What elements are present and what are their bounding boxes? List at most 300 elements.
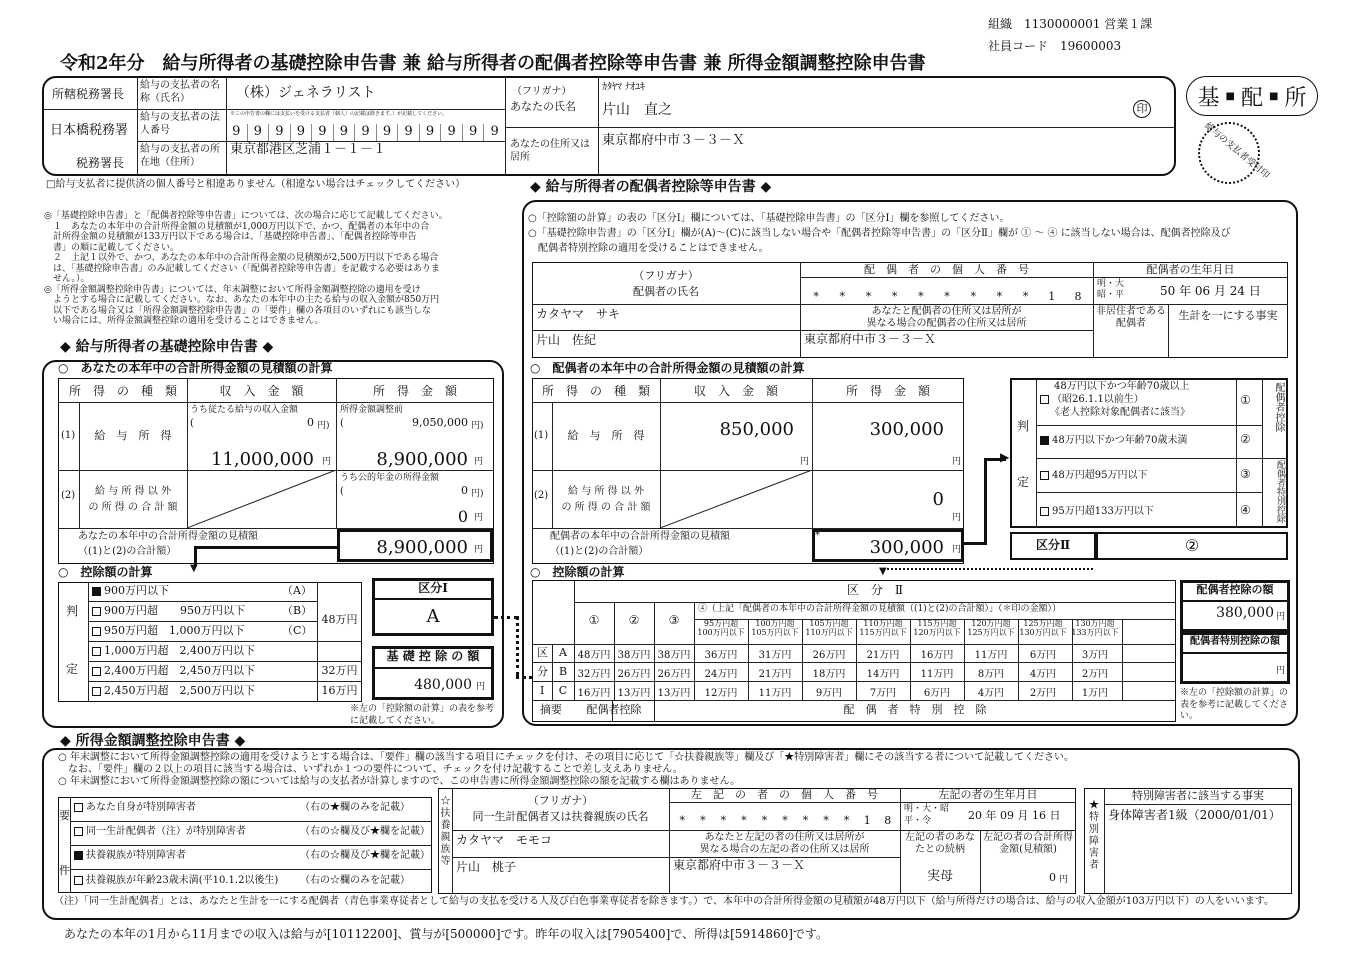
basic-judge-row-2[interactable] [92, 605, 245, 618]
basic-col-type: 所 得 の 種 類 [68, 384, 177, 398]
payer-number-digit: 9 [355, 124, 377, 141]
checkbox-icon[interactable] [74, 876, 83, 885]
table-cell: 9万円 [815, 688, 843, 699]
spouse-section-title: ◆ 給与所得者の配偶者控除等申告書 ◆ [530, 179, 772, 195]
seal-mark: 印 [1133, 100, 1151, 118]
tax-office-name: 日本橋税務署 [50, 123, 129, 138]
summary-label: 摘要 [540, 703, 562, 716]
table-cell: 6万円 [1029, 650, 1057, 661]
spouse-kana: カタヤマ サキ [536, 307, 621, 321]
sub-head: 105万円超 110万円以下 [805, 619, 853, 637]
judge-arrow [964, 542, 986, 545]
col-head-1: ① [588, 613, 600, 627]
spouse-row2-label2: の 所 得 の 合 計 額 [561, 502, 651, 513]
amount-32: 32万円 [321, 664, 358, 677]
basic-arrow-line [194, 546, 340, 566]
note-line: い場合には、所得金額調整控除の適用を受けることはできません。 [44, 316, 324, 327]
spouse-birth: 50 年 06 月 24 日 [1160, 284, 1261, 298]
spouse-deduct-title: ○ 控除額の計算 [530, 565, 625, 579]
income-summary: あなたの本年の1月から11月までの収入は給与が[10112200]、賞与が[500000]です。昨年の収入は[7905400]で、所得は[5914860]です。 [64, 927, 828, 941]
spouse-row2-label1: 給 与 所 得 以 外 [568, 486, 644, 497]
row-label-a: A [559, 646, 567, 659]
kubun-connector [516, 616, 519, 676]
basic-row1-no: (1) [61, 430, 76, 441]
spouse-note-3: 配偶者特別控除の適用を受けることはできません。 [528, 243, 769, 254]
table-cell: 18万円 [812, 669, 846, 680]
disability-value: 身体障害者1級（2000/01/01） [1108, 808, 1281, 822]
mynumber-digit: * [700, 814, 706, 827]
checkbox-icon[interactable] [92, 587, 101, 596]
nonresident-label: 非居住者である配偶者 [1096, 306, 1166, 329]
table-cell: 11万円 [974, 650, 1008, 661]
note-line: ようとする場合に記載してください。なお、あなたの本年中の主たる給与の収入金額が850万円 [44, 295, 440, 306]
col-head-3: ③ [668, 613, 680, 627]
col-head-2: ② [628, 613, 640, 627]
income-value: 0 [1049, 871, 1056, 884]
range-mark: （B） [282, 604, 313, 617]
table-cell: 26万円 [617, 669, 651, 680]
table-row [574, 665, 1176, 680]
table-cell: 12万円 [704, 688, 738, 699]
basic-judge-row-5[interactable] [92, 665, 255, 678]
note-line: １ あなたの本年中の合計所得金額の見積額が1,000万円以下で、かつ、配偶者の本年中の合 [44, 221, 430, 232]
judge-text: 《老人控除対象配偶者に該当》 [1050, 407, 1190, 418]
yen-unit: 円 [474, 513, 484, 523]
spouse-row2-amount: 0 [932, 489, 944, 510]
checkbox-icon[interactable] [92, 667, 101, 676]
dependent-address: 東京都府中市３－３－Ｘ [673, 858, 806, 872]
yen-unit: 円 [474, 457, 484, 467]
requirement-row-4[interactable] [74, 875, 278, 887]
basic-section-title: ◆ 給与所得者の基礎控除申告書 ◆ [60, 339, 274, 355]
mynumber-digit: * [761, 814, 768, 827]
payer-number-digit: 9 [441, 124, 463, 141]
mynumber-digit: * [843, 814, 850, 827]
sub-head: 130万円超 133万円以下 [1071, 619, 1119, 637]
spouse-name: 片山 佐紀 [536, 333, 597, 347]
spouse-diagonal [660, 470, 813, 528]
spouse-judge-row-3[interactable] [1040, 470, 1147, 482]
dependents-side-label: ☆扶養親族等 [440, 796, 451, 867]
sub-head: 125万円超 130万円以下 [1019, 619, 1067, 637]
table-cell: 21万円 [866, 650, 900, 661]
employee-address-label: あなたの住所又は居所 [510, 139, 590, 163]
basic-judge-row-4[interactable] [92, 645, 255, 658]
payer-number-digit: 9 [269, 124, 291, 141]
kubun2-value: ② [1184, 536, 1200, 555]
mynumber-digit: 8 [884, 814, 892, 827]
table-cell: 38万円 [657, 650, 691, 661]
employee-furigana: ｶﾀﾔﾏ ﾅｵﾕｷ [602, 82, 646, 93]
table-cell: 21万円 [758, 669, 792, 680]
table-cell: 26万円 [812, 650, 846, 661]
basic-row1-adj-label: 所得金額調整前 [340, 405, 404, 415]
mynumber-digit: * [865, 290, 872, 303]
basic-row2-label1: 給 与 所 得 以 外 [95, 486, 171, 497]
income-label: 左記の者の合計所得金額(見積額) [983, 832, 1073, 855]
basic-row2-amount: 0 [457, 507, 468, 526]
table-cell: 11万円 [758, 688, 792, 699]
mynumber-digit: * [802, 814, 809, 827]
mynumber-digit: * [1022, 290, 1029, 303]
table-cell: 7万円 [869, 688, 897, 699]
yen-unit: 円 [952, 513, 962, 523]
kubun-connector [494, 616, 518, 619]
side-one: Ⅰ [540, 684, 545, 697]
spouse-judge-label2: 定 [1017, 475, 1030, 489]
mynumber-digit: * [918, 290, 924, 303]
range-mark: （C） [282, 624, 313, 637]
spouse-addr-label1: あなたと配偶者の住所又は居所が [871, 306, 1022, 317]
dependent-name-label: 同一生計配偶者又は扶養親族の氏名 [472, 810, 649, 823]
checkbox-icon[interactable] [1040, 395, 1049, 404]
spouse-birth-label: 配偶者の生年月日 [1146, 263, 1235, 276]
spouse-judge-label: 判 [1017, 419, 1030, 433]
badge-hai: 配 [1240, 85, 1263, 111]
basic-judge-row-1[interactable] [92, 585, 169, 598]
checkbox-icon[interactable] [92, 607, 101, 616]
checkbox-icon[interactable] [74, 803, 83, 812]
amount-16: 16万円 [321, 684, 358, 697]
spouse-mynumber-label: 配 偶 者 の 個 人 番 号 [864, 263, 1029, 276]
payer-name-label: 給与の支払者の名称（氏名） [140, 80, 220, 104]
table-cell: 24万円 [704, 669, 738, 680]
judge-arrow-head: ▶ [1000, 450, 1010, 464]
requirement-text: 扶養親族が特別障害者 [86, 850, 186, 861]
note-line: は、「基礎控除申告書」のみ記載してください（「配偶者控除等申告書」を記載する必要はありま [44, 263, 441, 274]
basic-row1-main-yen: 円) [317, 421, 330, 431]
note-line: ◎「所得金額調整控除申告書」については、年末調整において所得金額調整控除の適用を受け [44, 284, 421, 295]
table-cell: 2万円 [1081, 669, 1109, 680]
table-cell: 14万円 [866, 669, 900, 680]
payer-number-note: ※この申告書の欄には支払いを受ける支払者（個人）の記載は除きます。）が記載してください。 [230, 111, 448, 117]
disability-side-label: ★特別障害者 [1089, 800, 1099, 871]
basic-arrow-head: ▼ [190, 563, 198, 574]
basic-row1-adj-val: 9,050,000 [412, 416, 468, 429]
payer-number-boxes [226, 124, 505, 141]
org-info [988, 18, 1152, 32]
basic-judge-label2: 定 [66, 662, 79, 676]
table-cell: 1万円 [1081, 688, 1109, 699]
mynumber-digit: * [839, 290, 846, 303]
relation-value: 実母 [926, 869, 953, 884]
basic-judge-label: 判 [66, 604, 79, 618]
spouse-deduct-label: 配偶者控除の額 [1196, 583, 1274, 596]
adjust-note-1: ○ 年末調整において所得金額調整控除の適用を受けようとする場合は、「要件」欄の該当する項目にチェックを付け、その項目に応じて「☆扶養親族等」欄及び「★特別障害者」欄にその該当する者について記載してください。 [58, 752, 1075, 763]
spouse-col-type: 所 得 の 種 類 [541, 384, 650, 398]
payer-address-label: 給与の支払者の所在地（住所） [140, 144, 220, 168]
spouse-total: 300,000 [869, 537, 944, 558]
requirements-label2: 件 [59, 864, 70, 877]
judge-text: 48万円以下かつ年齢70歳以上 [1054, 381, 1190, 392]
form-title: 令和2年分 給与所得者の基礎控除申告書 兼 給与所得者の配偶者控除等申告書 兼 所得金額調整控除申告書 [60, 53, 926, 74]
basic-row1-amount: 8,900,000 [376, 449, 468, 470]
judge-text [1040, 393, 1236, 406]
table-cell: 38万円 [617, 650, 651, 661]
dependent-kana: カタヤマ モモコ [456, 833, 553, 847]
note-line: 計所得金額の見積額が133万円以下である場合は、「基礎控除申告書」、「配偶者控除等申告 [44, 232, 417, 243]
spouse-judge-row-4[interactable] [1040, 506, 1154, 518]
sub-head: 100万円超 105万円以下 [751, 619, 799, 637]
basic-judge-row-3[interactable] [92, 625, 245, 638]
spouse-judge-row-1[interactable] [1040, 380, 1236, 419]
adjust-section-title: ◆ 所得金額調整控除申告書 ◆ [60, 733, 246, 749]
mynumber-digit: * [996, 290, 1003, 303]
adjust-note-3: ○ 年末調整において所得金額調整控除の額については給与の支払者が計算しますので、この申告書に所得金額調整控除の額を記載する欄はありません。 [58, 776, 741, 787]
side-kubun: 区 [537, 646, 548, 659]
judge-no: ② [1240, 432, 1251, 446]
range-text: 2,450万円超 2,500万円以下 [104, 684, 255, 697]
badge-kiso: 基 [1197, 85, 1220, 111]
checkbox-icon[interactable] [92, 627, 101, 636]
table-cell: 11万円 [920, 669, 954, 680]
table-row [574, 684, 1176, 699]
form-type-badge: 基 ■ 配 ■ 所 [1186, 76, 1318, 116]
note-line: せん。）。 [44, 274, 90, 285]
judge-no: ④ [1240, 503, 1251, 517]
requirement-text: 扶養親族が年齢23歳未満(平10.1.2以後生) [86, 875, 279, 886]
basic-calc-title: ○ あなたの本年中の合計所得金額の見積額の計算 [58, 361, 333, 375]
employee-name: 片山 直之 [602, 102, 672, 118]
range-text: 900万円以下 [104, 584, 169, 597]
sub-heads [694, 620, 1176, 644]
note-line: ◎「基礎控除申告書」と「配偶者控除等申告書」については、次の場合に応じて記載してください。 [44, 211, 448, 221]
table-cell: 16万円 [577, 688, 611, 699]
mynumber-digit: * [782, 814, 788, 827]
relation-label: 左記の者のあなたとの続柄 [905, 832, 975, 855]
table-cell: 13万円 [657, 688, 691, 699]
basic-row1-main-label: うち従たる給与の収入金額 [190, 405, 299, 415]
checkbox-icon[interactable] [1040, 507, 1049, 516]
basic-row2-pension-yen: 円) [471, 489, 484, 499]
yen-unit: 円 [952, 545, 962, 555]
basic-row2-pension-val: 0 [461, 484, 468, 497]
checkbox-icon[interactable] [1040, 436, 1049, 445]
payer-number-digit: 9 [312, 124, 334, 141]
judge-no: ① [1240, 393, 1251, 407]
yen-unit: 円 [1276, 666, 1286, 676]
payer-name: （株）ジェネラリスト [236, 85, 376, 101]
spouse-row1-label: 給 与 所 得 [567, 429, 645, 442]
table-cell: 36万円 [704, 650, 738, 661]
range-text: 2,400万円超 2,450万円以下 [104, 664, 255, 677]
payer-number-digit: 9 [377, 124, 399, 141]
mynumber-digit: * [823, 814, 829, 827]
requirement-note: （右の★欄のみを記載） [300, 802, 410, 813]
table-cell: 6万円 [923, 688, 951, 699]
org-label: 組織 [988, 17, 1013, 31]
side-label-spouse: 配偶者控除 [1273, 382, 1284, 432]
sub-head: 120万円超 125万円以下 [967, 619, 1015, 637]
basic-row2-label2: の 所 得 の 合 計 額 [88, 502, 178, 513]
employee-code-label: 社員コード [988, 39, 1049, 53]
kubun1-value: A [426, 606, 440, 627]
spouse-era: 明・大 昭・平 [1097, 279, 1125, 301]
basic-total: 8,900,000 [376, 537, 468, 558]
payer-number-digit: 9 [248, 124, 270, 141]
mynumber-digit: * [679, 814, 686, 827]
requirement-text: 同一生計配偶者（注）が特別障害者 [86, 826, 246, 837]
basic-deduct-title: ○ 控除額の計算 [58, 565, 153, 579]
checkbox-icon[interactable] [74, 827, 83, 836]
spouse-total-label2: （(1)と(2)の合計額） [550, 546, 649, 557]
checkbox-icon[interactable] [92, 687, 101, 696]
dependent-addr-label1: あなたと左記の者の住所又は居所が [704, 832, 865, 843]
judge-text: 48万円以下かつ年齢70歳未満 [1052, 435, 1188, 446]
dependent-mynumber-label: 左 記 の 者 の 個 人 番 号 [691, 788, 878, 801]
spouse-name-label: 配偶者の氏名 [633, 285, 699, 298]
spouse-judge-row-2[interactable] [1040, 435, 1187, 447]
requirement-text: あなた自身が特別障害者 [86, 802, 196, 813]
judge-text-2: （昭26.1.1以前生） [1052, 394, 1144, 405]
kubun2-header: 区 分 Ⅱ [846, 583, 904, 597]
kubun2-label: 区分Ⅱ [1035, 538, 1071, 552]
basic-col-amount: 所 得 金 額 [372, 384, 457, 398]
mynumber-digit: 8 [1074, 290, 1082, 303]
yen-unit: 円 [1276, 612, 1286, 622]
summary-special: 配 偶 者 特 別 控 除 [843, 703, 987, 716]
table-cell: 13万円 [617, 688, 651, 699]
basic-row1-adj-paren: ( [340, 418, 344, 429]
judge-no: ③ [1240, 467, 1251, 481]
spouse-address: 東京都府中市３－３－Ｘ [804, 332, 937, 346]
spouse-deduct-value: 380,000 [1216, 605, 1274, 621]
yen-unit: 円 [322, 457, 332, 467]
spouse-furigana-label: （フリガナ） [633, 269, 699, 282]
basic-total-label1: あなたの本年中の合計所得金額の見積額 [78, 531, 258, 542]
sub-head: 95万円超 100万円以下 [697, 619, 745, 637]
col-head-4: ④（上記「配偶者の本年中の合計所得金額の見積額（(1)と(2)の合計額）」（＊印の金額）） [698, 604, 1061, 614]
table-cell: 4万円 [1029, 669, 1057, 680]
kiso-label: 基 礎 控 除 の 額 [386, 649, 480, 663]
basic-row1-adj-yen: 円) [471, 421, 484, 431]
mynumber-digit: 1 [863, 814, 871, 827]
summary-spouse: 配偶者控除 [586, 703, 642, 716]
requirement-row-2[interactable] [74, 826, 246, 838]
mynumber-digit: * [813, 290, 819, 303]
table-cell: 48万円 [577, 650, 611, 661]
table-cell: 32万円 [577, 669, 611, 680]
requirement-row-1[interactable] [74, 802, 196, 814]
table-cell: 4万円 [977, 688, 1005, 699]
sub-head: 115万円超 120万円以下 [913, 619, 961, 637]
table-cell: 16万円 [920, 650, 954, 661]
table-cell: 31万円 [758, 650, 792, 661]
checkbox-icon[interactable] [92, 647, 101, 656]
amount-48: 48万円 [321, 613, 358, 626]
payer-number-digit: 9 [490, 124, 499, 139]
checkbox-icon[interactable] [1040, 471, 1049, 480]
note-line: ２ 上記１以外で、かつ、あなたの本年中の合計所得金額の見積額が2,500万円以下である場合 [44, 253, 439, 264]
judge-arrow [984, 458, 987, 545]
spouse-row1-no: (1) [534, 430, 549, 441]
judge-text: 95万円超133万円以下 [1052, 506, 1154, 517]
payer-number-digit: 9 [334, 124, 356, 141]
yen-unit: 円 [1059, 875, 1069, 885]
mynumber-confirm-checkbox[interactable]: □給与支払者に提供済の個人番号と相違ありません（相違ない場合はチェックしてください） [46, 179, 466, 190]
kiso-value: 480,000 [414, 677, 472, 693]
requirement-row-3[interactable] [74, 850, 186, 862]
payer-number-label: 給与の支払者の法人番号 [140, 112, 220, 136]
payer-number-digit: 9 [226, 124, 248, 141]
adjust-note-2: なお、「要件」欄の２以上の項目に該当する場合は、いずれか１つの要件について、チェックを付け記載することで差し支えありません。 [58, 764, 683, 775]
yen-unit: 円 [474, 545, 484, 555]
basic-judge-row-6[interactable] [92, 685, 255, 698]
checkbox-icon[interactable] [74, 851, 83, 860]
row-label-b: B [558, 665, 568, 678]
payer-number-digit: 9 [420, 124, 442, 141]
spouse-row2-no: (2) [534, 490, 549, 501]
mynumber-digit: 1 [1048, 290, 1056, 303]
spouse-mynumber [803, 290, 1091, 303]
dependent-birth-label: 左記の者の生年月日 [938, 788, 1038, 801]
sub-head: 110万円超 115万円以下 [859, 619, 907, 637]
spouse-note-1: ○「控除額の計算」の表の「区分Ⅰ」欄については、「基礎控除申告書」の「区分Ⅰ」欄を参照してください。 [528, 213, 1010, 224]
spouse-col-income: 収 入 金 額 [693, 384, 778, 398]
row-label-c: C [558, 684, 568, 697]
requirement-note: （右の☆欄及び★欄を記載） [300, 850, 430, 861]
basic-total-label2: （(1)と(2)の合計額） [78, 546, 177, 557]
spouse-row1-amount: 300,000 [869, 419, 944, 440]
furigana-label: （フリガナ） [512, 86, 572, 97]
spouse-note-2: ○「基礎控除申告書」の「区分Ⅰ」欄が(A)～(C)に該当しない場合や「配偶者控除等申告書」の「区分Ⅱ」欄が ① ～ ④ に該当しない場合は、配偶者控除及び [528, 228, 1231, 239]
side-label-special: 配偶者特別控除 [1275, 460, 1285, 523]
mynumber-digit: * [970, 290, 976, 303]
table-row [574, 646, 1176, 661]
side-bun: 分 [537, 665, 548, 678]
tax-office-suffix: 税務署長 [76, 156, 125, 170]
spouse-total-label1: 配偶者の本年中の合計所得金額の見積額 [550, 531, 730, 542]
adjust-footnote: （注）「同一生計配偶者」とは、あなたと生計を一にする配偶者（青色事業専従者として給与の支払を受ける人及び白色事業専従者を除きます。）で、本年中の合計所得金額の見積額が48万円以下（給与所得だけの場合は、給与の収入金額が103万円以下）の人をいいます。 [54, 896, 1275, 907]
mynumber-digit: * [720, 814, 727, 827]
dependent-furigana-label: （フリガナ） [527, 794, 594, 807]
basic-col-income: 収 入 金 額 [219, 384, 304, 398]
yen-unit: 円 [952, 457, 962, 467]
basic-row2-pension-paren: ( [340, 486, 344, 497]
dependent-mynumber [672, 814, 898, 827]
basic-row2-no: (2) [61, 490, 76, 501]
judge-text: 48万円超95万円以下 [1052, 470, 1148, 481]
spouse-special-label: 配偶者特別控除の額 [1190, 636, 1280, 647]
table-cell: 3万円 [1081, 650, 1109, 661]
payer-number-digit: 9 [291, 124, 313, 141]
tax-office-label: 所轄税務署長 [52, 87, 125, 101]
requirement-note: （右の☆欄及び★欄を記載） [300, 826, 430, 837]
disability-head: 特別障害者に該当する事実 [1132, 789, 1264, 802]
kubun2-arrow-head: ▼ [879, 566, 887, 577]
badge-sho: 所 [1284, 85, 1307, 111]
employee-address: 東京都府中市３－３－Ｘ [602, 133, 746, 148]
yen-unit: 円 [800, 457, 810, 467]
basic-row1-main-paren: ( [190, 418, 194, 429]
mynumber-digit: * [891, 290, 898, 303]
mynumber-digit: * [944, 290, 950, 303]
note-line: 書」の順に記載してください。 [44, 242, 180, 253]
yen-unit: 円 [476, 682, 486, 692]
basic-note: ※左の「控除額の計算」の表を参考に記載してください。 [350, 704, 495, 726]
dependent-name: 片山 桃子 [456, 860, 517, 874]
basic-row1-label: 給 与 所 得 [94, 429, 172, 442]
table-cell: 8万円 [977, 669, 1005, 680]
employee-code [988, 40, 1121, 54]
basic-row2-pension-label: うち公的年金の所得金額 [340, 473, 440, 483]
basic-row1-main-val: 0 [307, 416, 314, 429]
basic-diagonal [187, 470, 337, 528]
dependent-addr-label2: 異なる場合の左記の者の住所又は居所 [699, 844, 870, 855]
basic-row1-income: 11,000,000 [210, 449, 314, 470]
table-cell: 26万円 [657, 669, 691, 680]
dependent-era: 明・大・昭 平・令 [904, 804, 950, 826]
